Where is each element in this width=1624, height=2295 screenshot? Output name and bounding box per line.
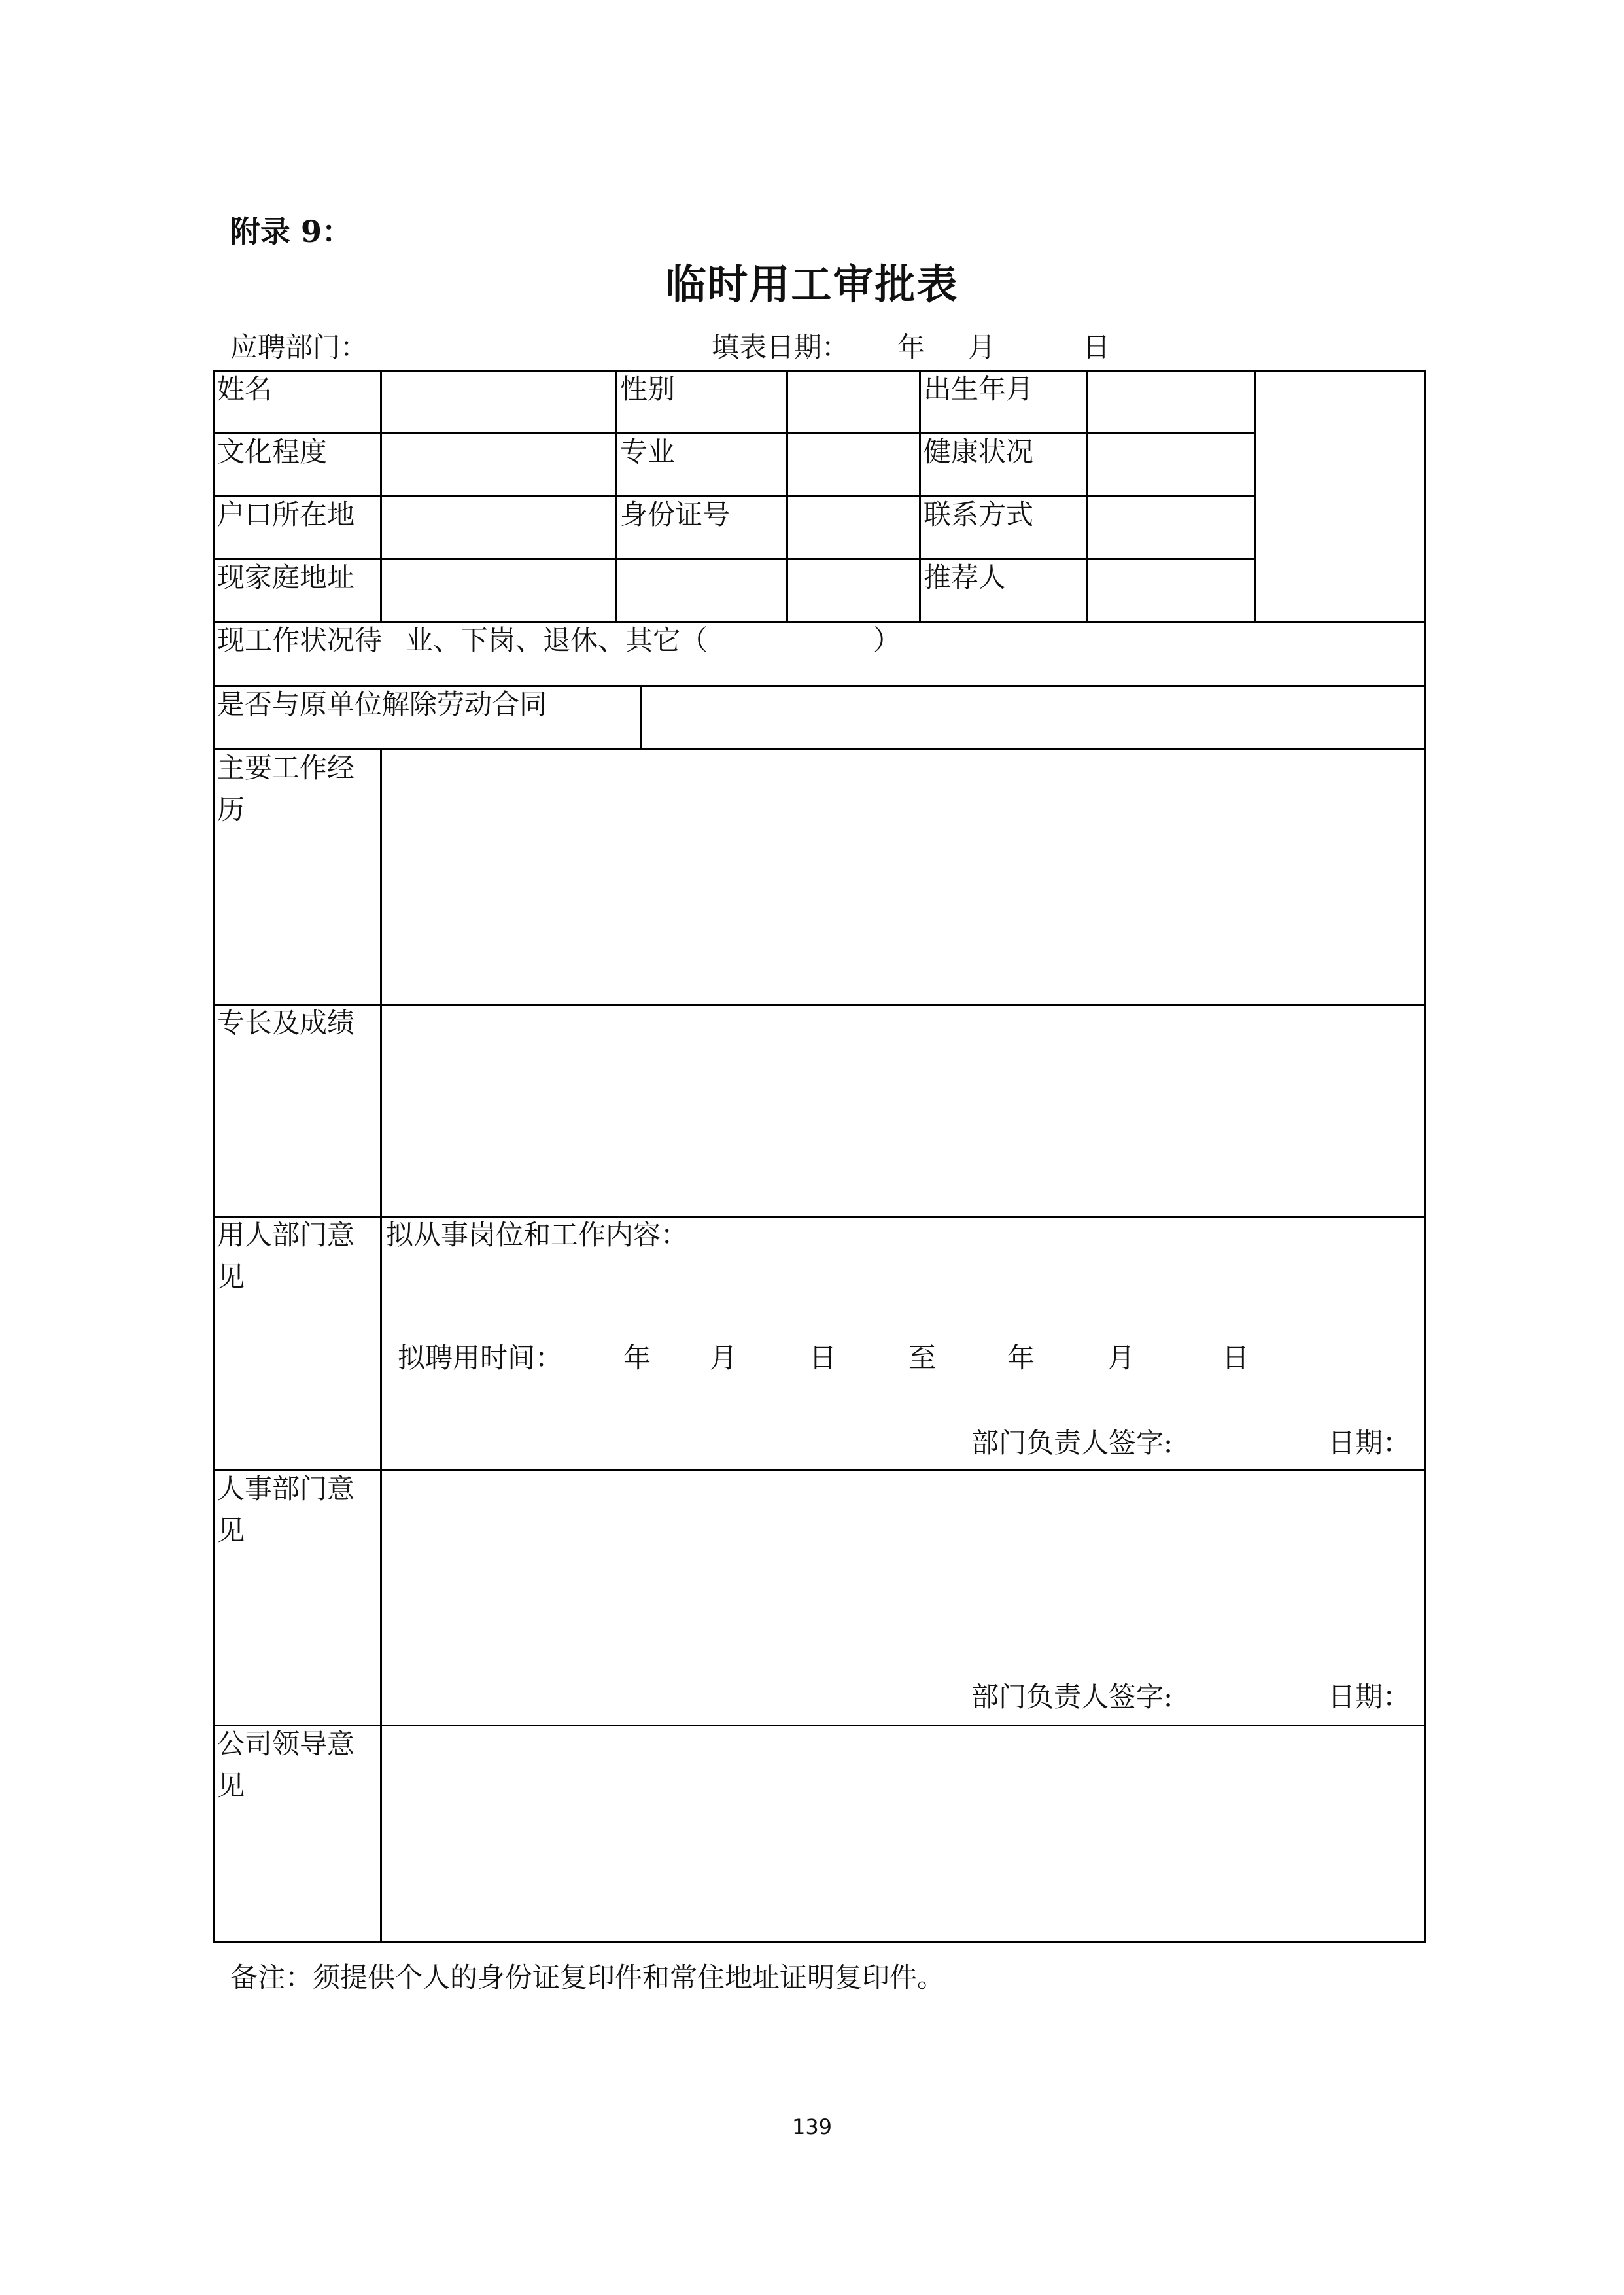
label-id-number: 身份证号 xyxy=(620,499,731,531)
label-gender: 性别 xyxy=(620,373,676,405)
hire-to: 至 xyxy=(908,1342,937,1374)
label-birth: 出生年月 xyxy=(924,373,1034,405)
label-major: 专业 xyxy=(620,436,676,468)
form-title: 临时用工审批表 xyxy=(665,260,959,308)
label-contract: 是否与原单位解除劳动合同 xyxy=(217,688,547,720)
label-dept-opinion: 用人部门意见 xyxy=(217,1219,355,1293)
hire-end-month: 月 xyxy=(1107,1342,1135,1374)
note: 备注：须提供个人的身份证复印件和常住地址证明复印件。 xyxy=(230,1961,945,1993)
hire-start-year: 年 xyxy=(623,1342,651,1374)
dept-date-label: 日期： xyxy=(1328,1427,1411,1459)
hire-start-month: 月 xyxy=(710,1342,738,1374)
hire-end-year: 年 xyxy=(1007,1342,1035,1374)
work-status-options: 业、下岗、退休、其它（ xyxy=(406,624,708,656)
hire-time-label: 拟聘用时间： xyxy=(398,1342,563,1374)
label-referrer: 推荐人 xyxy=(924,561,1007,593)
hire-start-day: 日 xyxy=(809,1342,837,1374)
label-specialty: 专长及成绩 xyxy=(217,1007,355,1039)
label-name: 姓名 xyxy=(217,373,273,405)
work-status-close: ） xyxy=(873,624,901,656)
dept-signature-label: 部门负责人签字: xyxy=(971,1427,1173,1459)
label-health: 健康状况 xyxy=(924,436,1034,468)
label-leader-opinion: 公司领导意见 xyxy=(217,1728,355,1802)
header-month: 月 xyxy=(968,331,996,363)
appendix-label: 附录 9： xyxy=(230,214,353,249)
label-work-status: 现工作状况待 xyxy=(217,624,383,656)
hire-end-day: 日 xyxy=(1222,1342,1250,1374)
label-education: 文化程度 xyxy=(217,436,328,468)
header-day: 日 xyxy=(1082,331,1111,363)
dept-position-label: 拟从事岗位和工作内容： xyxy=(386,1219,689,1251)
fill-date-label: 填表日期： xyxy=(712,331,850,363)
header-year: 年 xyxy=(897,331,925,363)
page-number: 139 xyxy=(791,2114,833,2139)
label-contact: 联系方式 xyxy=(924,499,1034,531)
label-address: 现家庭地址 xyxy=(217,561,355,593)
hr-signature-label: 部门负责人签字: xyxy=(971,1681,1173,1713)
label-hukou: 户口所在地 xyxy=(217,499,355,531)
dept-label: 应聘部门： xyxy=(230,331,368,363)
label-hr-opinion: 人事部门意见 xyxy=(217,1473,355,1547)
hr-date-label: 日期： xyxy=(1328,1681,1411,1713)
label-experience: 主要工作经历 xyxy=(217,752,355,826)
